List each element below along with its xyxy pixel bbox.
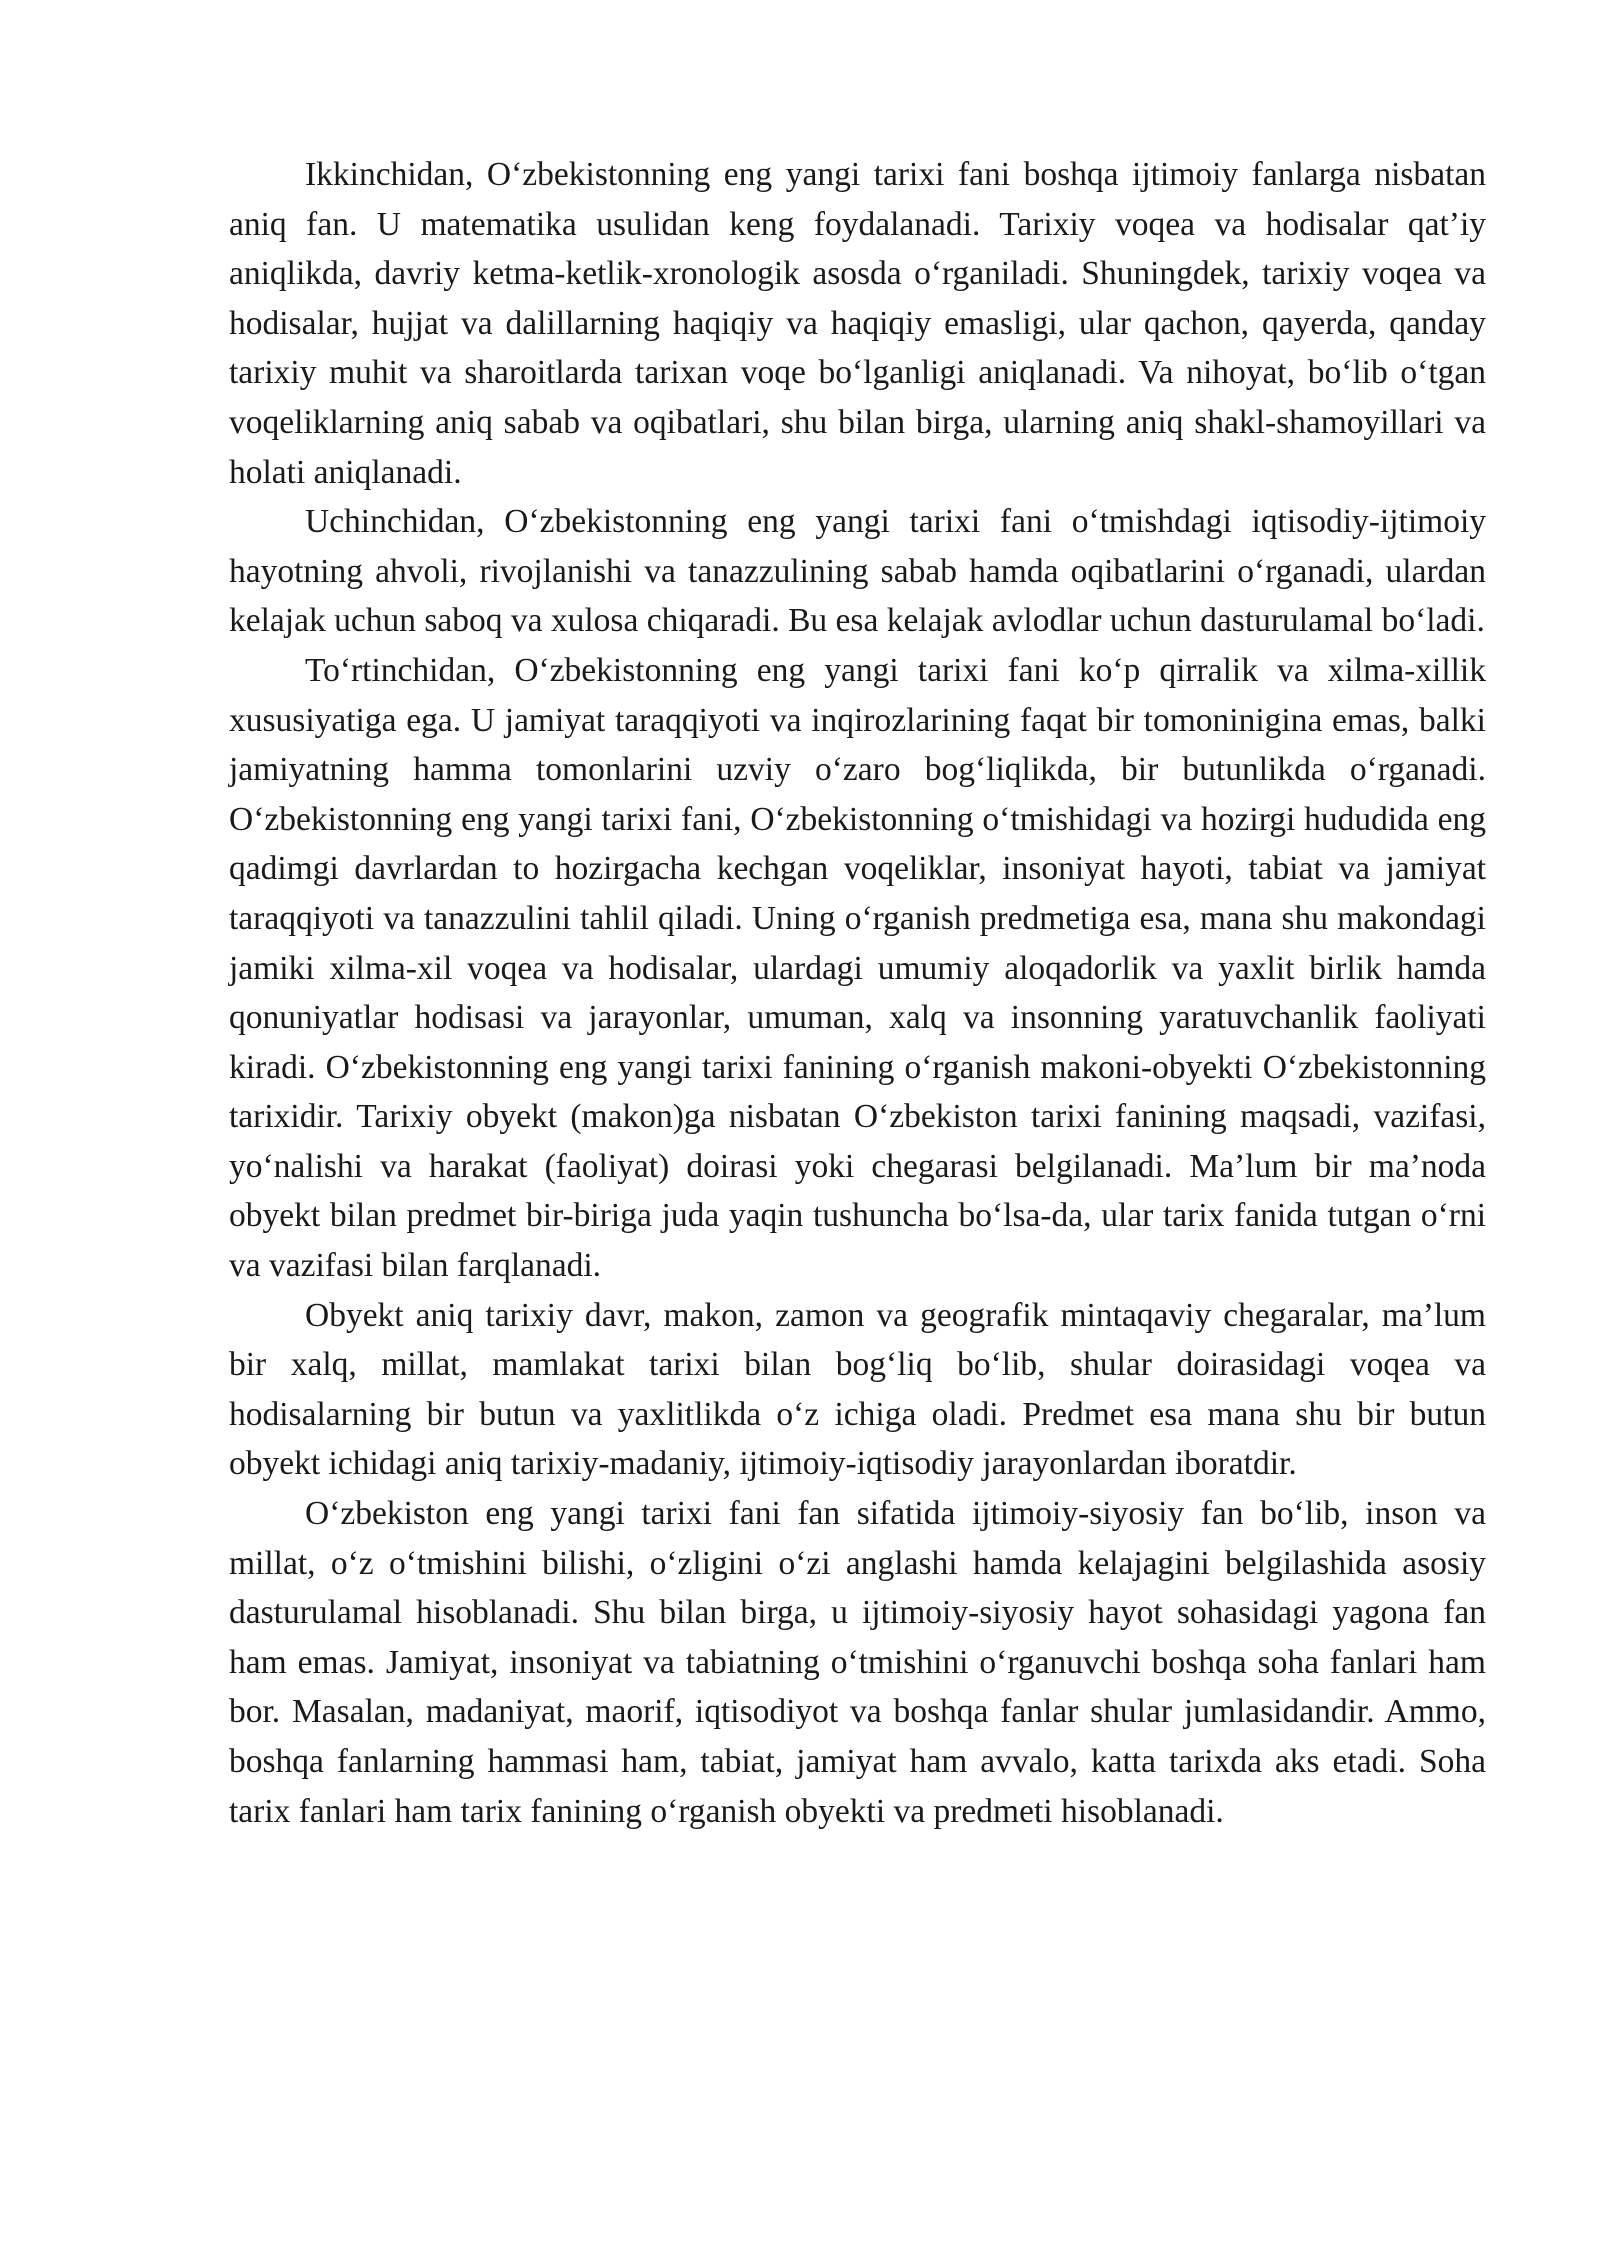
paragraph-ikkinchidan: Ikkinchidan, O‘zbekistonning eng yangi tarixi fani boshqa ijtimoiy fanlarga nisbatan aniq fan. U matematika usulidan keng foydalanadi. Tarixiy voqea va hodisalar qat’iy aniqlikda, davriy ketma-ketlik-xronologik asosda o‘rganiladi. Shuningdek, tarixiy voqea va hodisalar, hujjat va dalillarning haqiqiy va haqiqiy emasligi, ular qachon, qayerda, qanday tarixiy muhit va sharoitlarda tarixan voqe bo‘lganligi aniqlanadi. Va nihoyat, bo‘lib o‘tgan voqeliklarning aniq sabab va oqibatlari, shu bilan birga, ularning aniq shakl-shamoyillari va holati aniqlanadi.	[229, 156, 1486, 491]
paragraph-ozbekiston-fani: O‘zbekiston eng yangi tarixi fani fan sifatida ijtimoiy-siyosiy fan bo‘lib, inson va millat, o‘z o‘tmishini bilishi, o‘zligini o‘zi anglashi hamda kelajagini belgilashida asosiy dasturulamal hisoblanadi. Shu bilan birga, u ijtimoiy-siyosiy hayot sohasidagi yagona fan ham emas. Jamiyat, insoniyat va tabiatning o‘tmishini o‘rganuvchi boshqa soha fanlari ham bor. Masalan, madaniyat, maorif, iqtisodiyot va boshqa fanlar shular jumlasidandir. Ammo, boshqa fanlarning hammasi ham, tabiat, jamiyat ham avvalo, katta tarixda aks etadi. Soha tarix fanlari ham tarix fanining o‘rganish obyekti va predmeti hisoblanadi.	[229, 1495, 1486, 1830]
document-body	[229, 150, 1486, 1836]
paragraph-obyekt: Obyekt aniq tarixiy davr, makon, zamon va geografik mintaqaviy chegaralar, ma’lum bir xalq, millat, mamlakat tarixi bilan bog‘liq bo‘lib, shular doirasidagi voqea va hodisalarning bir butun va yaxlitlikda o‘z ichiga oladi. Predmet esa mana shu bir butun obyekt ichidagi aniq tarixiy-madaniy, ijtimoiy-iqtisodiy jarayonlardan iboratdir.	[229, 1296, 1486, 1483]
paragraph-tortinchidan: To‘rtinchidan, O‘zbekistonning eng yangi tarixi fani ko‘p qirralik va xilma-xillik xususiyatiga ega. U jamiyat taraqqiyoti va inqirozlarining faqat bir tomoninigina emas, balki jamiyatning hamma tomonlarini uzviy o‘zaro bog‘liqlikda, bir butunlikda o‘rganadi. O‘zbekistonning eng yangi tarixi fani, O‘zbekistonning o‘tmishidagi va hozirgi hududida eng qadimgi davrlardan to hozirgacha kechgan voqeliklar, insoniyat hayoti, tabiat va jamiyat taraqqiyoti va tanazzulini tahlil qiladi. Uning o‘rganish predmetiga esa, mana shu makondagi jamiki xilma-xil voqea va hodisalar, ulardagi umumiy aloqadorlik va yaxlit birlik hamda qonuniyatlar hodisasi va jarayonlar, umuman, xalq va insonning yaratuvchanlik faoliyati kiradi. O‘zbekistonning eng yangi tarixi fanining o‘rganish makoni-obyekti O‘zbekistonning tarixidir. Tarixiy obyekt (makon)ga nisbatan O‘zbekiston tarixi fanining maqsadi, vazifasi, yo‘nalishi va harakat (faoliyat) doirasi yoki chegarasi belgilanadi. Ma’lum bir ma’noda obyekt bilan predmet bir-biriga juda yaqin tushuncha bo‘lsa-da, ular tarix fanida tutgan o‘rni va vazifasi bilan farqlanadi.	[229, 651, 1486, 1285]
paragraph-uchinchidan: Uchinchidan, O‘zbekistonning eng yangi tarixi fani o‘tmishdagi iqtisodiy-ijtimoiy hayotning ahvoli, rivojlanishi va tanazzulining sabab hamda oqibatlarini o‘rganadi, ulardan kelajak uchun saboq va xulosa chiqaradi. Bu esa kelajak avlodlar uchun dasturulamal bo‘ladi.	[229, 503, 1486, 640]
